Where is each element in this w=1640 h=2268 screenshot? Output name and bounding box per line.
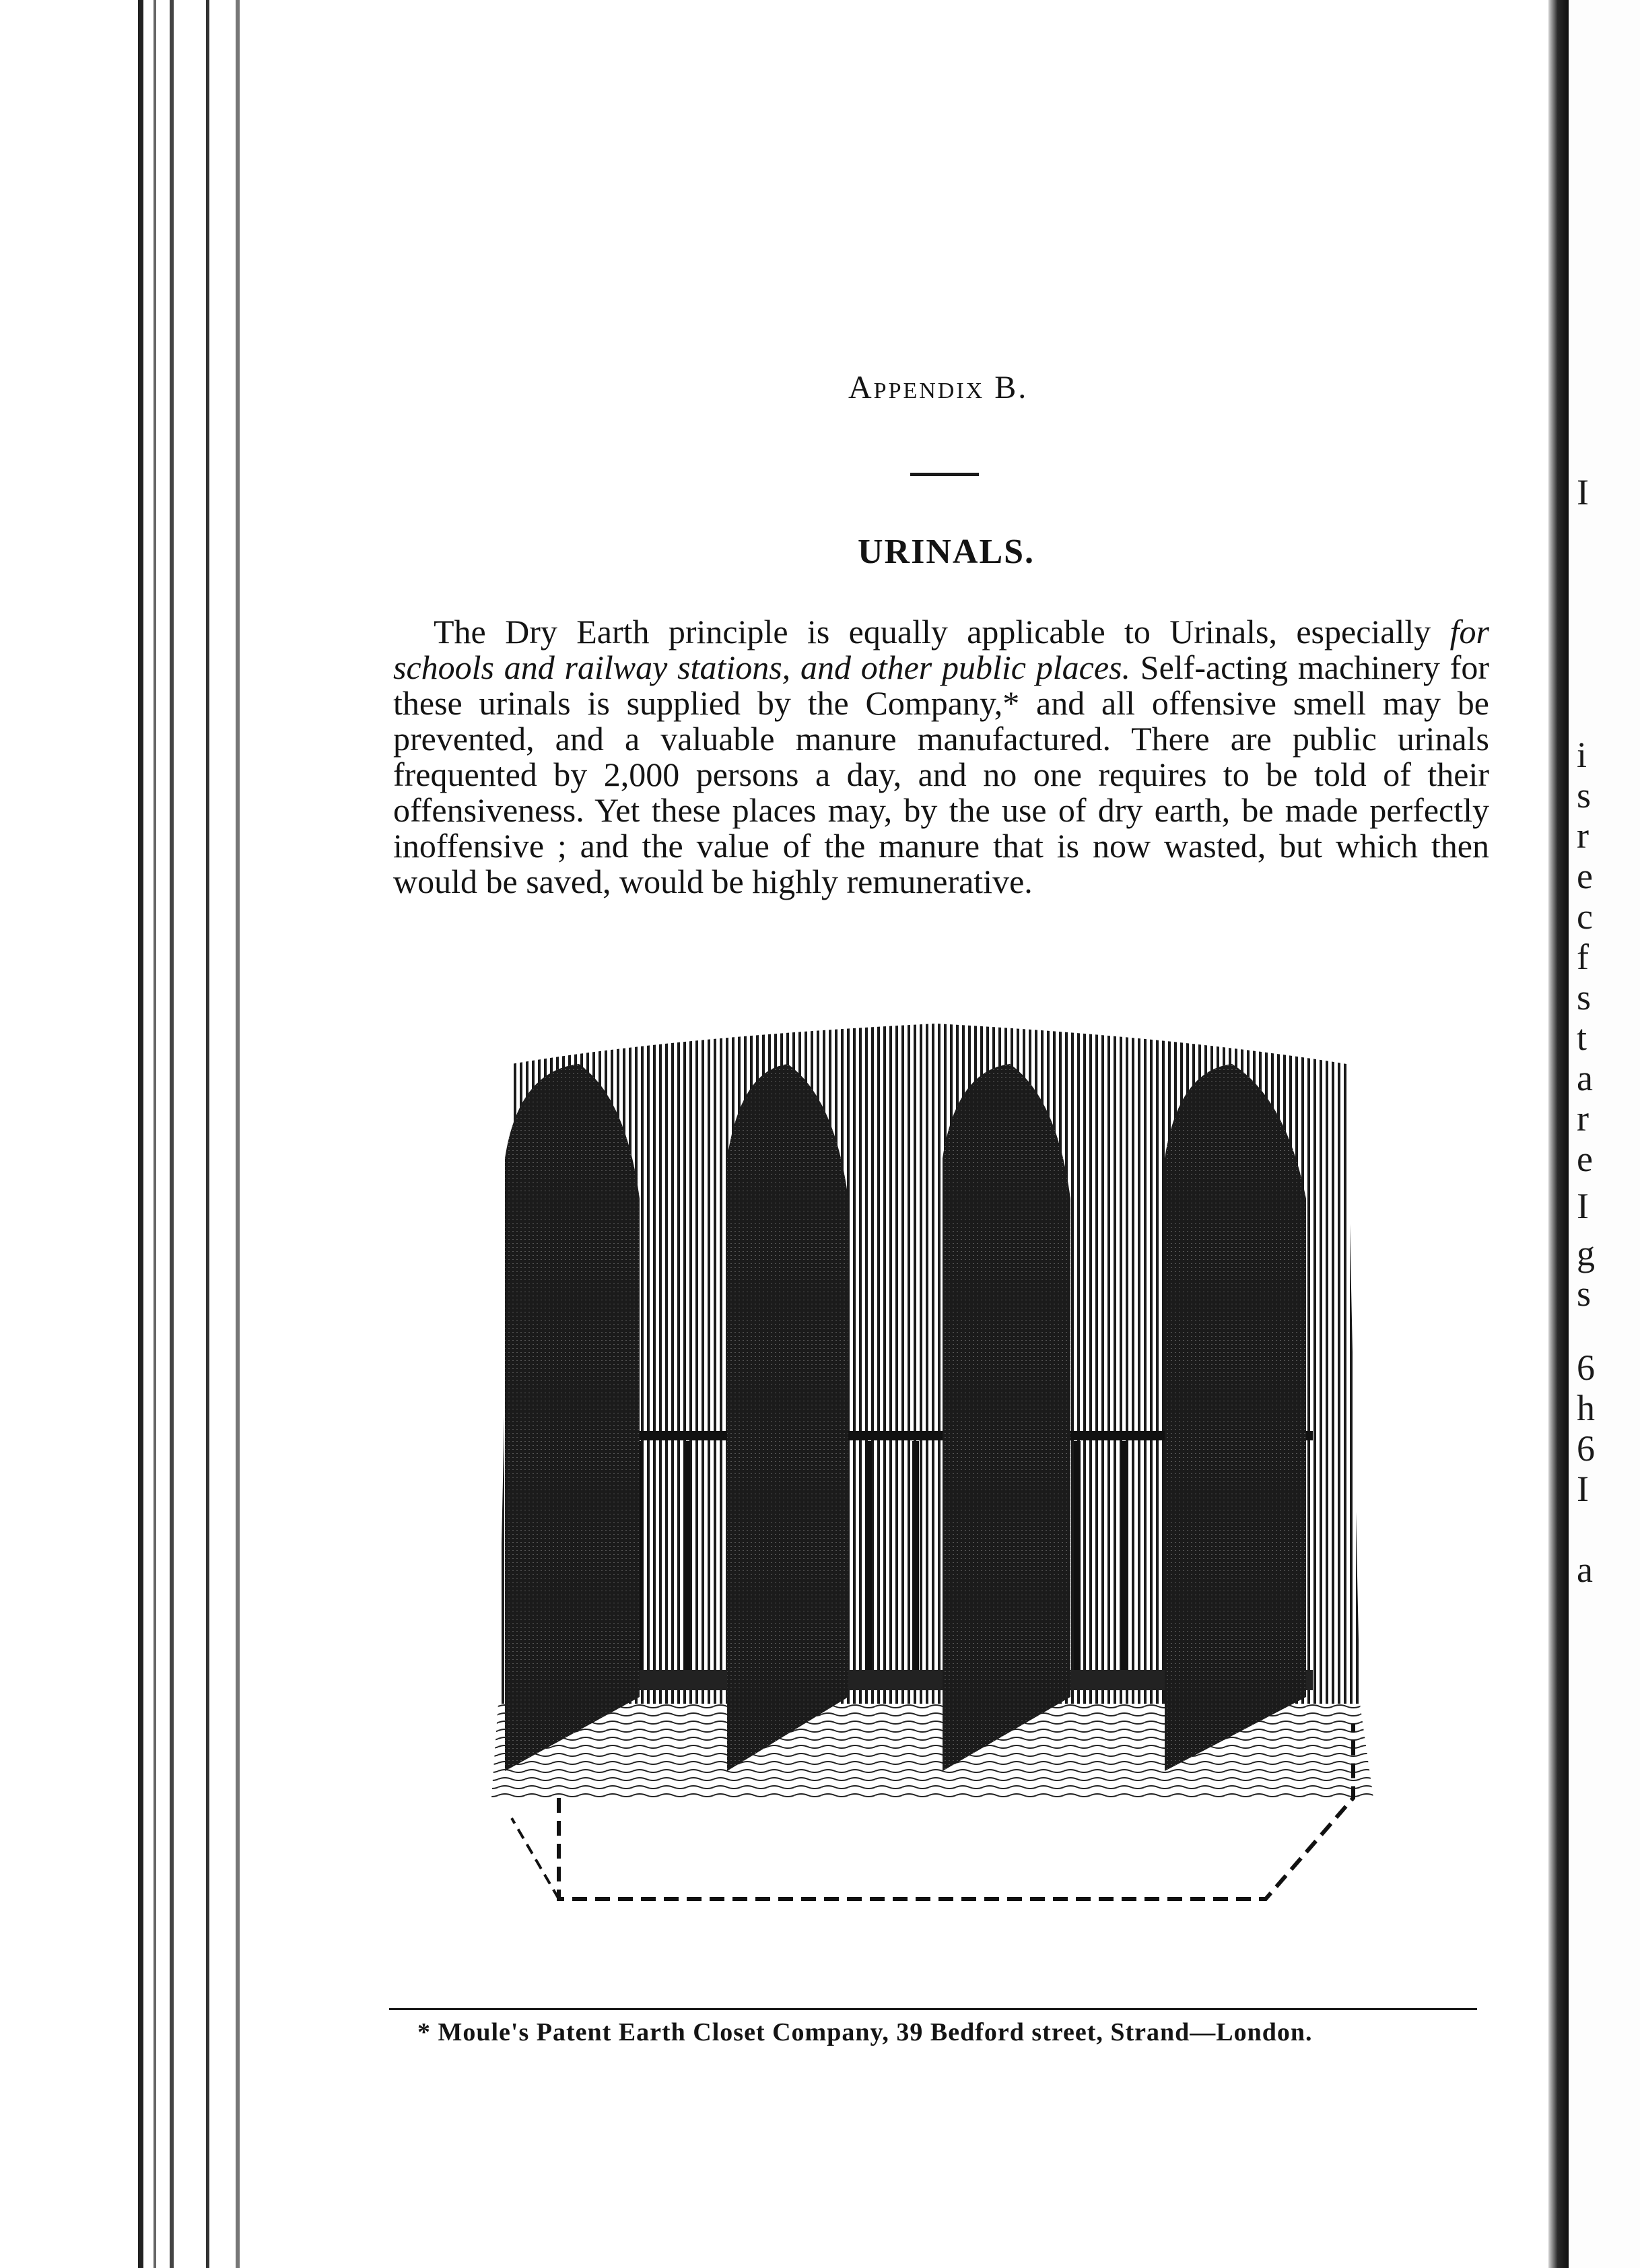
adjacent-page-letter: h xyxy=(1577,1388,1595,1428)
adjacent-page-letter: g xyxy=(1577,1233,1595,1273)
body-text-part: Self-acting machinery for these urinals is supplied by the Company,* and all offensive smell may be prevented, and a valuable manure manufactured. There are public urinals frequented by 2,000 persons a day, and no one requires to be told of their offensiveness. Yet these places may, by the use of dry earth, be made perfectly inoffensive ; and the value of the manure that is now wasted, but which then would be saved, would be highly remunerative. xyxy=(393,648,1489,900)
page-edge xyxy=(170,0,174,2268)
urinal-illustration xyxy=(471,1024,1400,1926)
page-edge xyxy=(138,0,143,2268)
adjacent-page-letter: I xyxy=(1577,1186,1589,1226)
adjacent-page-letter: s xyxy=(1577,1273,1592,1314)
adjacent-page-letter: I xyxy=(1577,1469,1589,1509)
adjacent-page-letter: e xyxy=(1577,1139,1593,1179)
page-edge xyxy=(236,0,240,2268)
appendix-heading: Appendix B. xyxy=(848,370,1029,405)
adjacent-page-letter: f xyxy=(1577,937,1589,977)
heading-rule xyxy=(910,473,979,476)
adjacent-page-letter: s xyxy=(1577,977,1592,1018)
footnote-rule xyxy=(389,2008,1477,2010)
section-title: URINALS. xyxy=(858,533,1035,571)
adjacent-page-letter: a xyxy=(1577,1549,1593,1590)
page-edge xyxy=(153,0,156,2268)
paragraph xyxy=(393,614,1489,900)
adjacent-page-letter: I xyxy=(1577,472,1589,512)
adjacent-page-letter: 6 xyxy=(1577,1347,1595,1388)
body-text xyxy=(393,614,1489,900)
adjacent-page-letter: i xyxy=(1577,735,1587,775)
adjacent-page-letter: 6 xyxy=(1577,1428,1595,1469)
adjacent-page-letter: a xyxy=(1577,1058,1593,1098)
partition xyxy=(505,1064,640,1771)
adjacent-page-letter: e xyxy=(1577,856,1593,896)
partition xyxy=(1165,1064,1306,1771)
page-fold-shadow xyxy=(1548,0,1569,2268)
partition xyxy=(943,1064,1070,1771)
page-edge xyxy=(206,0,209,2268)
footnote: * Moule's Patent Earth Closet Company, 39 Bedford street, Strand—London. xyxy=(417,2018,1313,2046)
adjacent-page-letter: t xyxy=(1577,1018,1587,1058)
adjacent-page-letter: r xyxy=(1577,815,1589,856)
body-text-italic: for schools and railway stations, and other public places. xyxy=(393,613,1489,686)
body-text-part: The Dry Earth principle is equally applicable to Urinals, especially xyxy=(434,613,1450,651)
partition xyxy=(727,1064,848,1771)
adjacent-page-letter: r xyxy=(1577,1098,1589,1139)
adjacent-page xyxy=(1569,0,1640,2268)
adjacent-page-letter: s xyxy=(1577,775,1592,815)
adjacent-page-letter: c xyxy=(1577,896,1593,937)
